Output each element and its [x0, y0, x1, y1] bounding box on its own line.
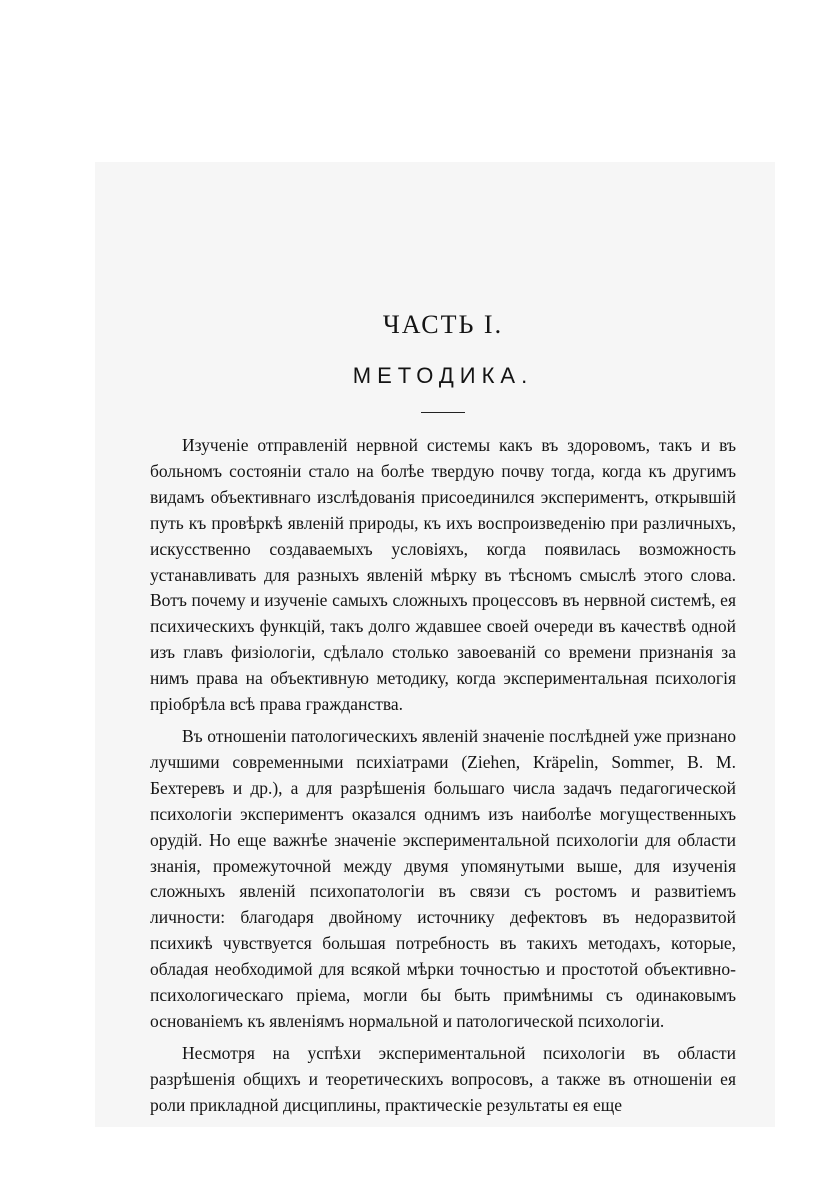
- section-title: МЕТОДИКА.: [352, 363, 534, 388]
- part-title: ЧАСТЬ I.: [382, 310, 504, 339]
- body-text: [150, 433, 736, 1119]
- document-page: [150, 300, 736, 1125]
- paragraph-3: Несмотря на успѣхи экспериментальной психологіи въ области разрѣшенія общихъ и теоретическихъ вопросовъ, а также въ отношеніи ея роли прикладной дисциплины, практическіе результаты ея еще: [150, 1042, 736, 1115]
- paragraph-2: Въ отношеніи патологическихъ явленій значеніе послѣдней уже признано лучшими современными психіатрами (Ziehen, Kräpelin, Sommer, В. М. Бехтеревъ и др.), а для разрѣшенія большаго числа задачъ педагогической психологіи экспериментъ оказался однимъ изъ наиболѣе могущественныхъ орудій. Но еще важнѣе значеніе экспериментальной психологіи для области знанія, промежуточной между двумя упомянутыми выше, для изученія сложныхъ явленій психопатологіи въ связи съ ростомъ и развитіемъ личности: благодаря двойному источнику дефектовъ въ недоразвитой психикѣ чувствуется большая потребность въ такихъ методахъ, которые, обладая необходимой для всякой мѣрки точностью и простотой объективно-психологическаго пріема, могли бы быть примѣнимы съ одинаковымъ основаніемъ къ явленіямъ нормальной и патологической психологіи.: [150, 725, 736, 1031]
- separator-rule: [421, 412, 465, 413]
- paragraph-1: Изученіе отправленій нервной системы какъ въ здоровомъ, такъ и въ больномъ состояніи стало на болѣе твердую почву тогда, когда къ другимъ видамъ объективнаго изслѣдованія присоединился экспериментъ, открывшій путь къ провѣркѣ явленій природы, къ ихъ воспроизведенію при различныхъ, искусственно создаваемыхъ условіяхъ, когда появилась возможность устанавливать для разныхъ явленій мѣрку въ тѣсномъ смыслѣ этого слова. Вотъ почему и изученіе самыхъ сложныхъ процессовъ въ нервной системѣ, ея психическихъ функцій, такъ долго ждавшее своей очереди въ качествѣ одной изъ главъ физіологіи, сдѣлало столько завоеваній со времени признанія за нимъ права на объективную методику, когда экспериментальная психологія пріобрѣла всѣ права гражданства.: [150, 435, 736, 715]
